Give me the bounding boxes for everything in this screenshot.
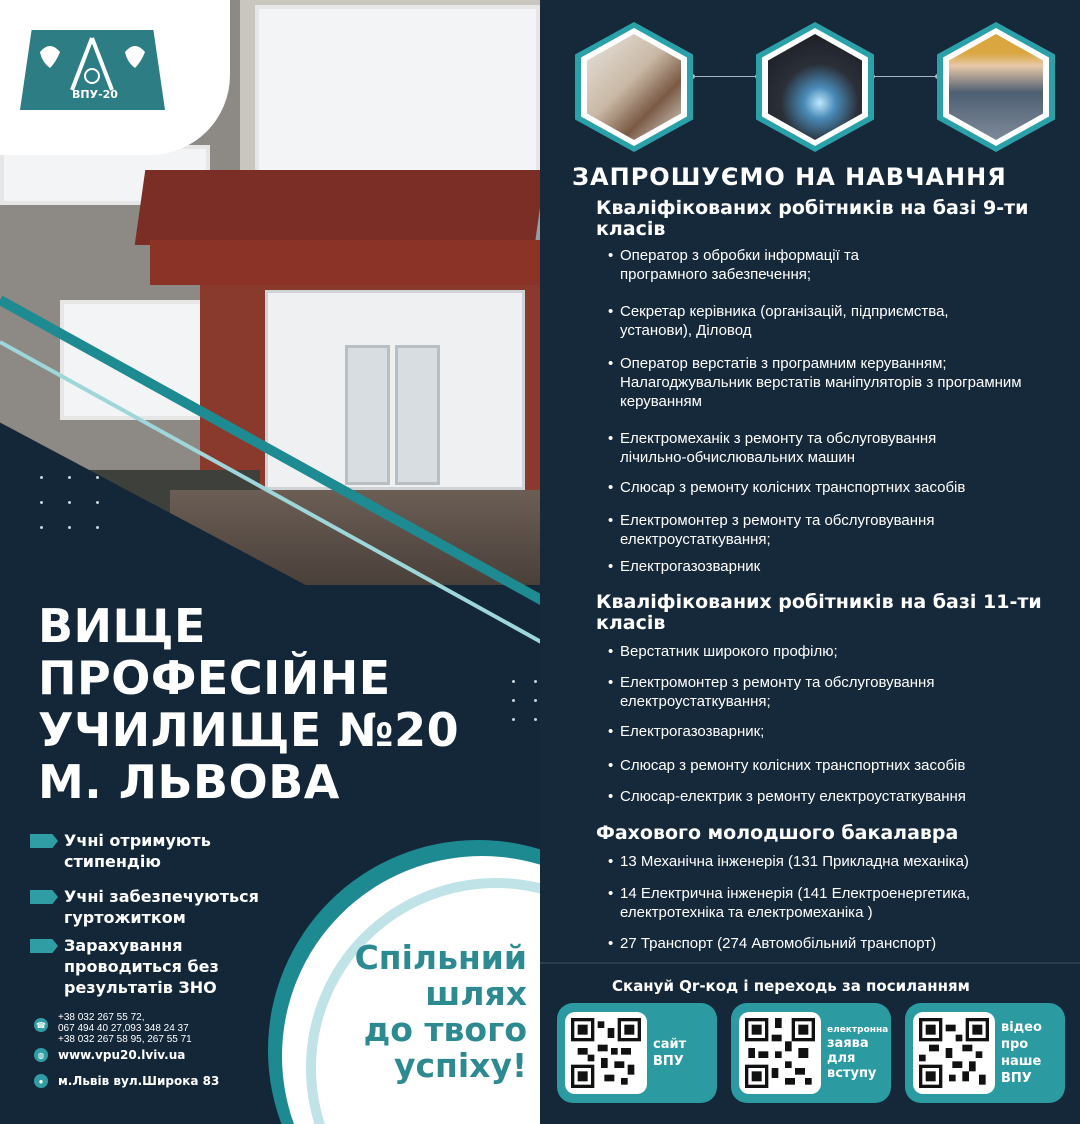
invite-title: ЗАПРОШУЄМО НА НАВЧАННЯ [572, 163, 1007, 191]
qr-card-label: заява для вступу [827, 1036, 877, 1081]
connector-line [692, 76, 758, 77]
list-item: • Слюсар з ремонту колісних транспортних засобів [608, 756, 1048, 775]
list-item: • Верстатник широкого профілю; [608, 642, 1048, 661]
list-item-text: Електромонтер з ремонту та обслуговування електроустаткування; [620, 674, 935, 710]
benefit-item [30, 830, 244, 872]
phone-numbers [58, 1012, 192, 1045]
decorative-dots [40, 476, 102, 529]
list-item: • Оператор верстатів з програмним керуванням; Налагоджувальник верстатів маніпуляторів з програмним керуванням [608, 354, 1048, 411]
qr-card-label: сайт ВПУ [653, 1037, 687, 1069]
list-item-text: 14 Електрична інженерія (141 Електроенергетика, електротехніка та електромеханіка ) [620, 885, 970, 921]
school-title-line: М. ЛЬВОВА [38, 755, 340, 809]
school-title-line: ВИЩЕ [38, 599, 206, 653]
qr-code-icon[interactable] [739, 1012, 821, 1094]
slogan-line: до твого [363, 1010, 527, 1049]
contact-phone [34, 1018, 58, 1032]
list-item-text: Електрогазозварник [620, 558, 761, 575]
list-item-text: Слюсар з ремонту колісних транспортних засобів [620, 479, 966, 496]
section-heading: Фахового молодшого бакалавра [596, 822, 959, 844]
location-pin-icon: ● [34, 1074, 48, 1088]
engineer-photo [937, 22, 1055, 152]
section-heading: Кваліфікованих робітників на базі 9-ти класів [596, 197, 1029, 240]
qr-card-application[interactable] [731, 1003, 891, 1103]
qr-section-title: Скануй Qr-код і переходь за посиланням [612, 977, 970, 995]
slogan-line: Спільний [354, 938, 527, 977]
arrow-icon [30, 890, 58, 904]
phone-icon: ☎ [34, 1018, 48, 1032]
phone-line: +38 032 267 55 72, [58, 1012, 145, 1023]
list-item-text: Електромонтер з ремонту та обслуговування електроустаткування; [620, 512, 935, 548]
qr-code-graphic [919, 1018, 989, 1088]
list-item: • Електромонтер з ремонту та обслуговування електроустаткування; [608, 673, 1048, 711]
list-item-text: 27 Транспорт (274 Автомобільний транспорт) [620, 935, 937, 952]
list-item-text: Оператор верстатів з програмним керуванням; Налагоджувальник верстатів маніпуляторів з програмним керуванням [620, 355, 1022, 410]
slogan-line: успіху! [393, 1046, 527, 1085]
connector-line [872, 76, 938, 77]
arrow-icon [30, 939, 58, 953]
welder-photo [756, 22, 874, 152]
section-heading: Кваліфікованих робітників на базі 11-ти класів [596, 591, 1042, 634]
phone-line: +38 032 267 58 95, 267 55 71 [58, 1034, 192, 1045]
list-item: • 13 Механічна інженерія (131 Прикладна механіка) [608, 852, 1048, 871]
benefit-text: Учні забезпечуються гуртожитком [64, 887, 259, 927]
list-item-text: Оператор з обробки інформації та програмного забезпечення; [620, 247, 860, 283]
qr-code-icon[interactable] [913, 1012, 995, 1094]
list-item: • Слюсар-електрик з ремонту електроустаткування [608, 787, 1048, 806]
list-item-text: Секретар керівника (організацій, підприємства, установи), Діловод [620, 303, 949, 339]
qr-card-label-small: електронна [827, 1025, 889, 1035]
benefit-text: Зарахування проводиться без результатів ЗНО [64, 936, 219, 997]
qr-code-icon[interactable] [565, 1012, 647, 1094]
office-worker-photo [575, 22, 693, 152]
website-link[interactable]: www.vpu20.lviv.ua [58, 1048, 186, 1062]
contact-address [34, 1074, 219, 1088]
address-text: м.Львів вул.Широка 83 [58, 1074, 220, 1088]
globe-icon: ◍ [34, 1048, 48, 1062]
school-title-line: УЧИЛИЩЕ №20 [38, 703, 460, 757]
slogan-line: шлях [425, 974, 527, 1013]
benefit-item [30, 935, 244, 998]
qr-code-graphic [571, 1018, 641, 1088]
benefit-item [30, 886, 274, 928]
list-item-text: Електромеханік з ремонту та обслуговування лічильно-обчислювальних машин [620, 430, 937, 466]
list-item-text: 13 Механічна інженерія (131 Прикладна механіка) [620, 853, 969, 870]
logo-abbr: ВПУ-20 [72, 88, 118, 101]
school-title-line: ПРОФЕСІЙНЕ [38, 651, 391, 705]
list-item: • Оператор з обробки інформації та програмного забезпечення; [608, 246, 1048, 284]
list-item-text: Електрогазозварник; [620, 723, 765, 740]
qr-card-video[interactable] [905, 1003, 1065, 1103]
list-item: • 27 Транспорт (274 Автомобільний транспорт) [608, 934, 1048, 953]
benefit-text: Учні отримують стипендію [64, 831, 211, 871]
list-item: • Електрогазозварник [608, 557, 1048, 576]
list-item-text: Слюсар-електрик з ремонту електроустаткування [620, 788, 966, 805]
list-item: • Електромеханік з ремонту та обслуговування лічильно-обчислювальних машин [608, 429, 1048, 467]
list-item: • Секретар керівника (організацій, підприємства, установи), Діловод [608, 302, 1048, 340]
logo-card [0, 0, 230, 155]
slogan [322, 940, 527, 1084]
phone-line: 067 494 40 27,093 348 24 37 [58, 1023, 189, 1034]
list-item-text: Слюсар з ремонту колісних транспортних засобів [620, 757, 966, 774]
school-title [38, 600, 508, 808]
arrow-icon [30, 834, 58, 848]
qr-code-graphic [745, 1018, 815, 1088]
qr-card-label-group [827, 1025, 889, 1081]
list-item-text: Верстатник широкого профілю; [620, 643, 838, 660]
decorative-dots [512, 680, 540, 721]
qr-card-label: відео про наше ВПУ [1001, 1020, 1042, 1086]
list-item: • Електромонтер з ремонту та обслуговування електроустаткування; [608, 511, 1048, 549]
contact-website[interactable] [34, 1048, 185, 1062]
list-item: • Електрогазозварник; [608, 722, 1048, 741]
list-item: • 14 Електрична інженерія (141 Електроенергетика, електротехніка та електромеханіка ) [608, 884, 1048, 922]
qr-card-website[interactable] [557, 1003, 717, 1103]
list-item: • Слюсар з ремонту колісних транспортних засобів [608, 478, 1048, 497]
